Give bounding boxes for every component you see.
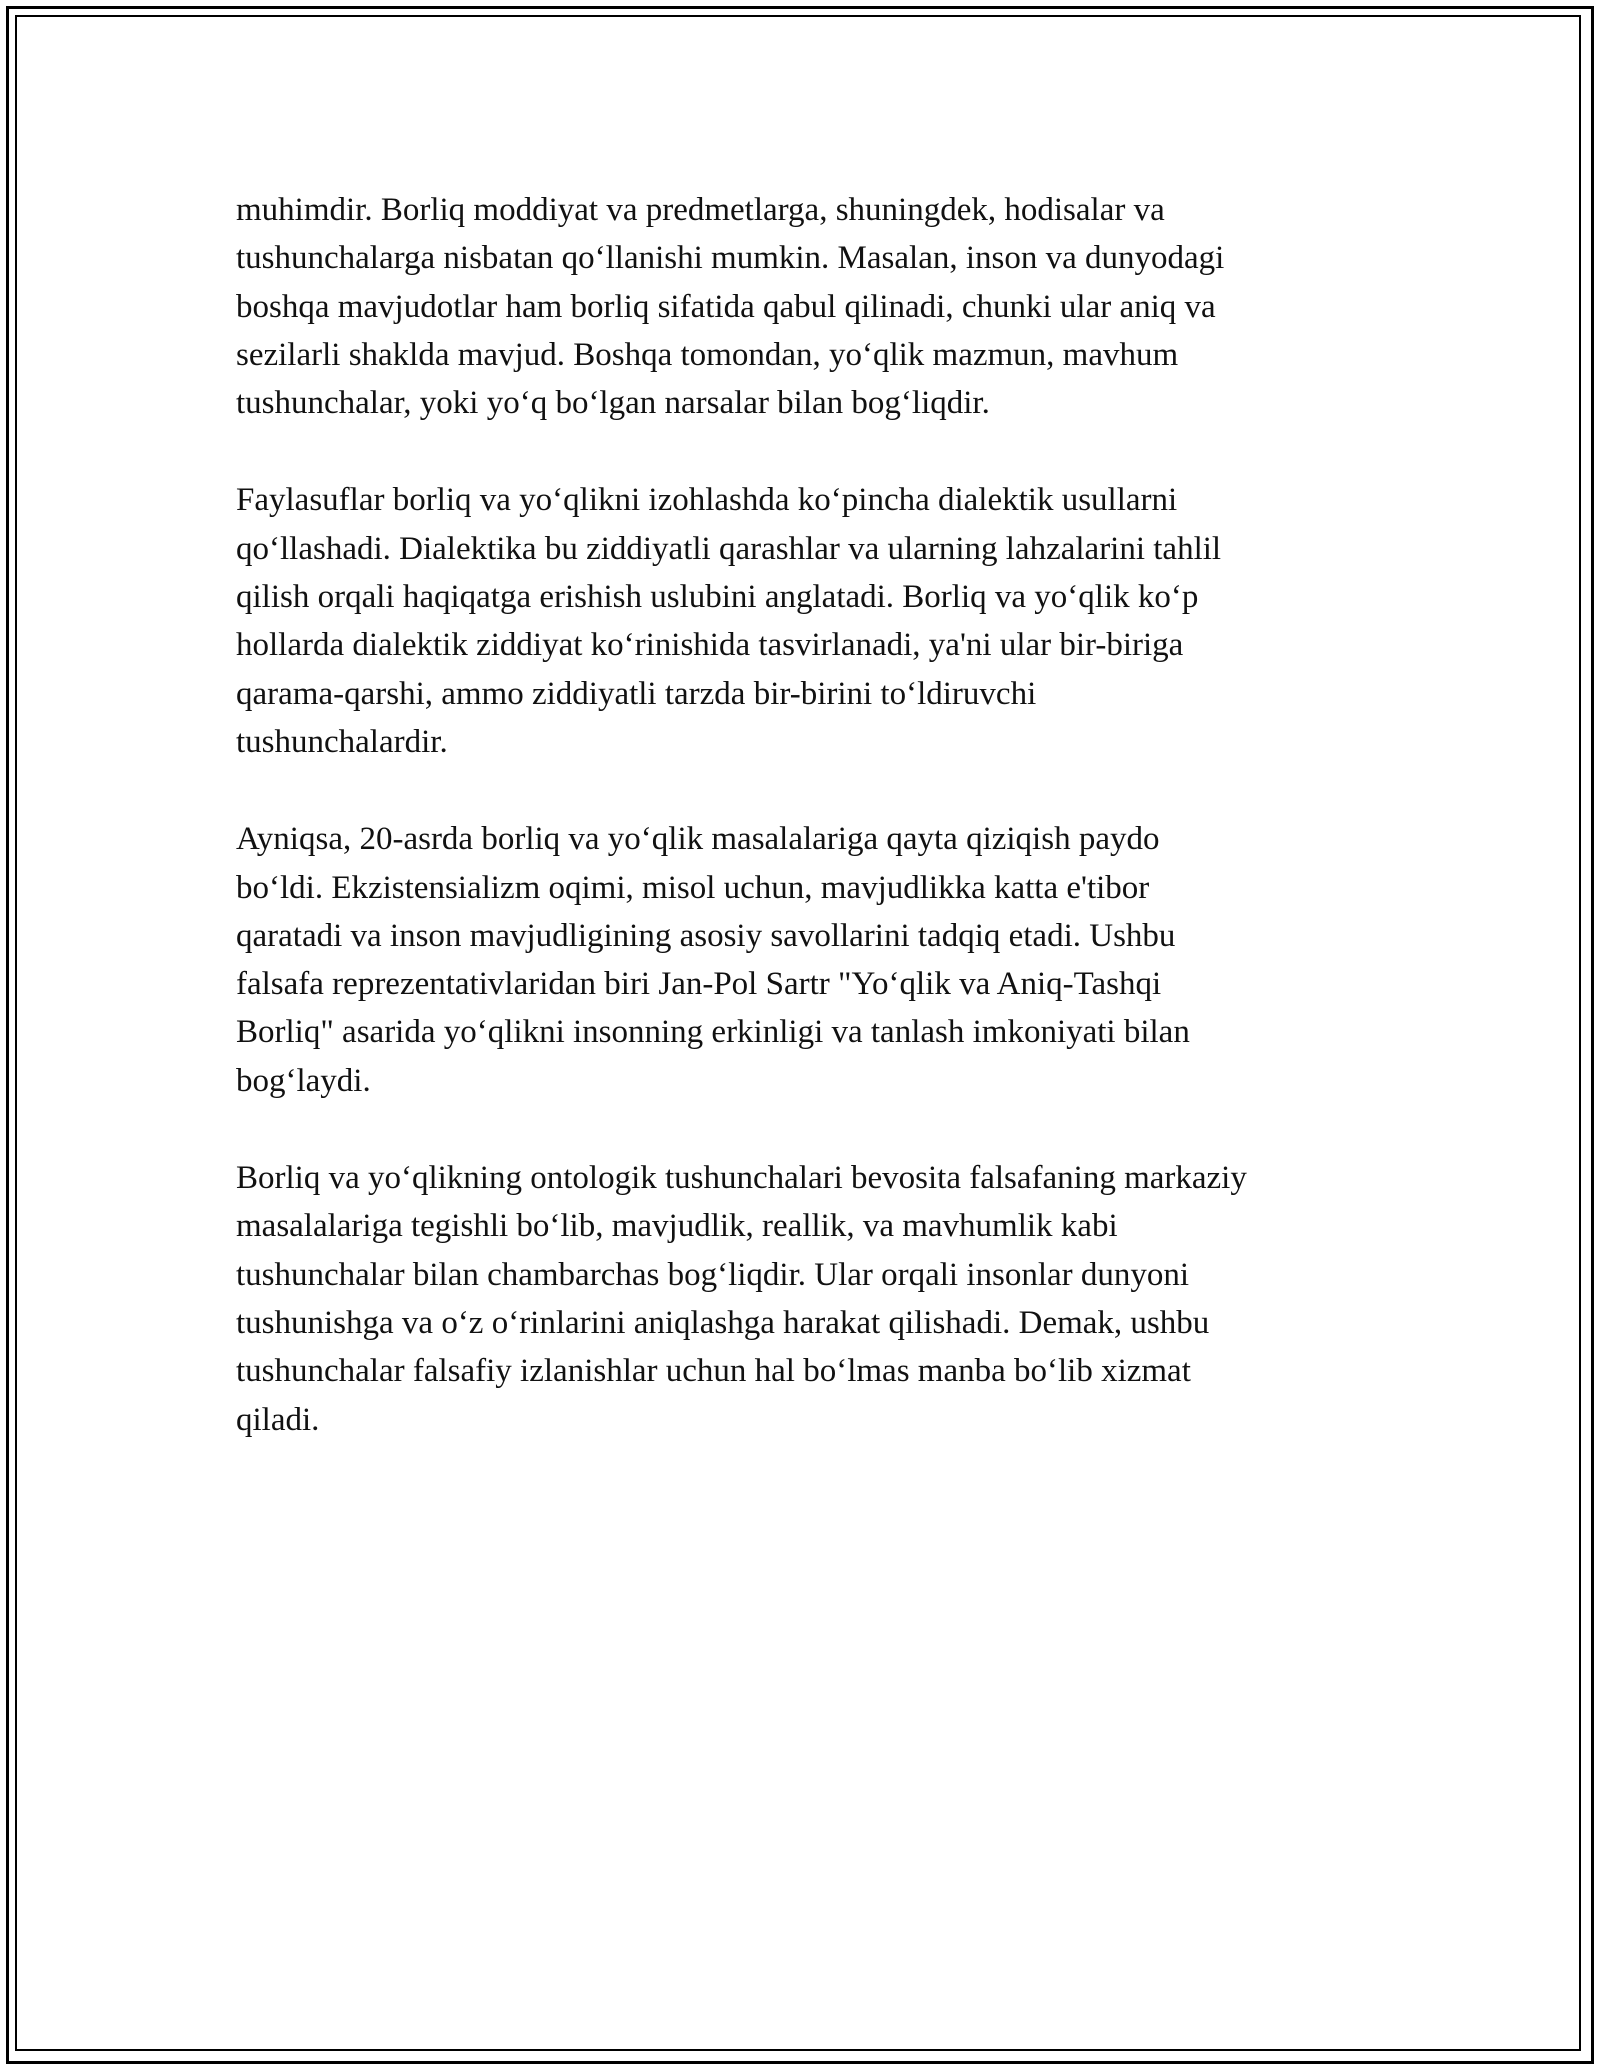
document-body [236,186,1376,1493]
paragraph-2: Faylasuflar borliq va yo‘qlikni izohlashda ko‘pincha dialektik usullarni qo‘llashadi. Dialektika bu ziddiyatli qarashlar va ularning lahzalarini tahlil qilish orqali haqiqatga erishish uslubini anglatadi. Borliq va yo‘qlik ko‘p hollarda dialektik ziddiyat ko‘rinishida tasvirlanadi, ya'ni ular bir-biriga qarama-qarshi, ammo ziddiyatli tarzda bir-birini to‘ldiruvchi tushunchalardir. [236,482,1222,760]
paragraph-4: Borliq va yo‘qlikning ontologik tushunchalari bevosita falsafaning markaziy masalalariga tegishli bo‘lib, mavjudlik, reallik, va mavhumlik kabi tushunchalar bilan chambarchas bog‘liqdir. Ular orqali insonlar dunyoni tushunishga va o‘z o‘rinlarini aniqlashga harakat qilishadi. Demak, ushbu tushunchalar falsafiy izlanishlar uchun hal bo‘lmas manba bo‘lib xizmat qiladi. [236,1160,1247,1438]
paragraph-3: Ayniqsa, 20-asrda borliq va yo‘qlik masalalariga qayta qiziqish paydo bo‘ldi. Ekzistensializm oqimi, misol uchun, mavjudlikka katta e'tibor qaratadi va inson mavjudligining asosiy savollarini tadqiq etadi. Ushbu falsafa reprezentativlaridan biri Jan-Pol Sartr "Yo‘qlik va Aniq-Tashqi Borliq" asarida yo‘qlikni insonning erkinligi va tanlash imkoniyati bilan bog‘laydi. [236,821,1190,1099]
paragraph-1: muhimdir. Borliq moddiyat va predmetlarga, shuningdek, hodisalar va tushunchalarga nisbatan qo‘llanishi mumkin. Masalan, inson va dunyodagi boshqa mavjudotlar ham borliq sifatida qabul qilinadi, chunki ular aniq va sezilarli shaklda mavjud. Boshqa tomondan, yo‘qlik mazmun, mavhum tushunchalar, yoki yo‘q bo‘lgan narsalar bilan bog‘liqdir. [236,192,1225,422]
